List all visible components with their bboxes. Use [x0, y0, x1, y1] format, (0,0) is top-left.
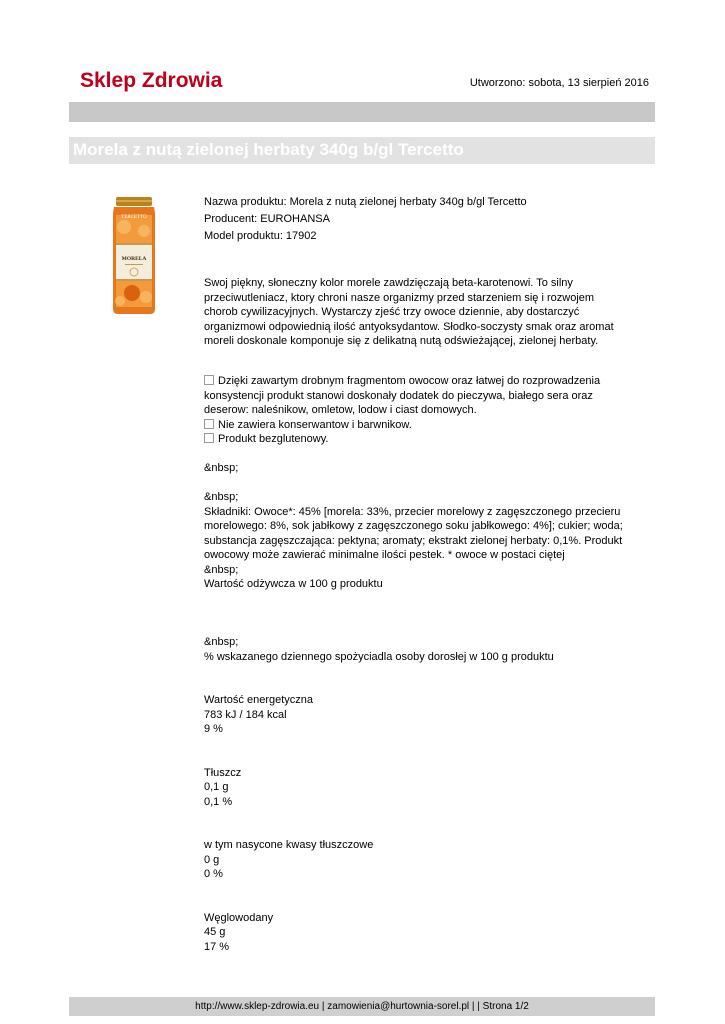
nbsp-text: &nbsp;	[204, 563, 239, 576]
nbsp-text: &nbsp;	[204, 491, 239, 503]
footer-text: http://www.sklep-zdrowia.eu | zamowienia@hurtownia-sorel.pl | | Strona 1/2	[195, 1001, 529, 1012]
created-date: Utworzono: sobota, 13 sierpień 2016	[469, 77, 649, 89]
bullet-box-icon	[204, 419, 214, 429]
feature-item	[204, 418, 630, 433]
nutrition-item	[204, 838, 630, 882]
nutrient-name: w tym nasycone kwasy tłuszczowe	[204, 839, 374, 851]
nutrition-item	[204, 693, 630, 737]
product-jar-image	[110, 197, 158, 315]
nutrient-amount: 0,1 g	[204, 781, 229, 793]
rws-heading: % wskazanego dziennego spożyciadla osoby dorosłej w 100 g produktu	[204, 650, 554, 663]
nbsp-text: &nbsp;	[204, 636, 239, 648]
header-divider-bar	[69, 102, 655, 122]
feature-text: Dzięki zawartym drobnym fragmentom owocow oraz łatwej do rozprowadzenia konsystencji produkt stanowi doskonały dodatek do pieczywa, białego sera oraz deserow: naleśnikow, omletow, lodow i ciast domowych.	[204, 375, 601, 416]
nutrient-name: Wartość energetyczna	[204, 694, 314, 706]
product-name-line: Nazwa produktu: Morela z nutą zielonej herbaty 340g b/gl Tercetto	[204, 196, 527, 208]
product-details	[204, 374, 630, 954]
jar-label-text: MORELA	[121, 256, 147, 262]
nbsp-text: &nbsp;	[204, 462, 239, 474]
nutrient-percent: 9 %	[204, 723, 223, 735]
product-model-line: Model produktu: 17902	[204, 230, 317, 242]
feature-item	[204, 432, 630, 447]
ingredients-text: Składniki: Owoce*: 45% [morela: 33%, przecier morelowy z zagęszczonego przecieru morelowego: 8%, sok jabłkowy z zagęszczonego soku jabłkowego: 4%]; cukier; woda; substancja zagęszczająca: pektyna; aromaty; ekstrakt zielonej herbaty: 0,1%. Produkt owocowy może zawierać minimalne ilości pestek. * owoce w postaci ciętej	[204, 505, 623, 561]
nutrition-item	[204, 911, 630, 955]
bullet-box-icon	[204, 433, 214, 443]
jar-brand-text: TERCETTO	[121, 215, 147, 220]
product-description	[204, 276, 630, 349]
nutrition-heading: Wartość odżywcza w 100 g produktu	[204, 578, 383, 590]
feature-text: Nie zawiera konserwantow i barwnikow.	[218, 418, 412, 431]
nutrition-item	[204, 766, 630, 810]
feature-item	[204, 374, 630, 418]
nutrient-amount: 783 kJ / 184 kcal	[204, 708, 287, 721]
bullet-box-icon	[204, 375, 214, 385]
nutrient-name: Węglowodany	[204, 911, 274, 924]
nutrient-percent: 0,1 %	[204, 795, 233, 808]
nutrient-percent: 0 %	[204, 868, 223, 880]
product-title: Morela z nutą zielonej herbaty 340g b/gl Tercetto	[73, 140, 464, 159]
nutrient-amount: 45 g	[204, 926, 226, 938]
product-meta	[204, 195, 630, 244]
shop-title: Sklep Zdrowia	[80, 69, 223, 92]
product-producer-line: Producent: EUROHANSA	[204, 213, 330, 225]
nutrient-percent: 17 %	[204, 940, 230, 953]
description-intro: Swoj piękny, słoneczny kolor morele zawdzięczają beta-karotenowi. To silny przeciwutleniacz, ktory chroni nasze organizmy przed starzeniem się i rozwojem chorob cywilizacyjnych. Wystarczy zjeść trzy owoce dziennie, aby dostarczyć organizmowi odpowiednią ilość antyoksydantow. Słodko-soczysty smak oraz aromat moreli doskonale komponuje się z delikatną nutą odświeżającej, zielonej herbaty.	[204, 277, 614, 347]
feature-text: Produkt bezglutenowy.	[218, 433, 329, 445]
nutrient-name: Tłuszcz	[204, 766, 242, 779]
nutrient-amount: 0 g	[204, 853, 220, 866]
